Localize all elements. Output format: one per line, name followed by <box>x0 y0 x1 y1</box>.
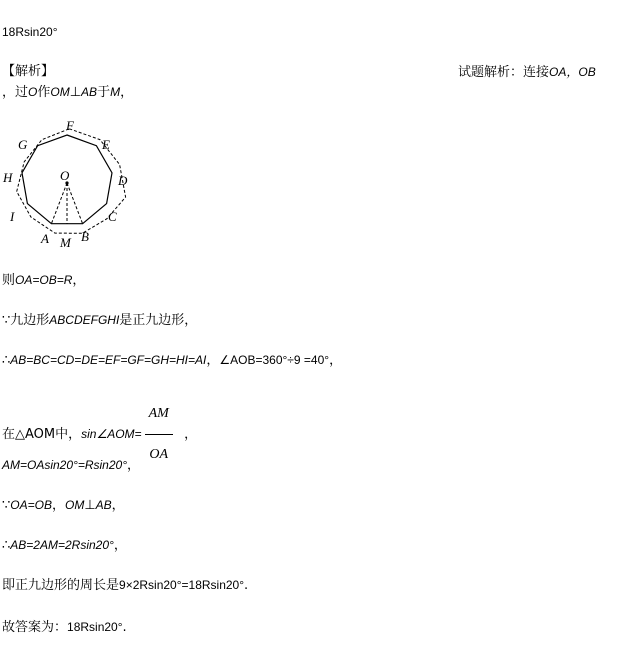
label-a: A <box>41 231 49 246</box>
label-o: O <box>60 168 70 183</box>
line-equal-sides: ∴AB=BC=CD=DE=EF=GF=GH=HI=AI，∠AOB=360°÷9 =40°， <box>2 353 343 368</box>
line-final-answer: 故答案为：18Rsin20°. <box>2 620 127 635</box>
line-because-perp: ∵OA=OB，OM⊥AB， <box>2 498 125 513</box>
nonagon-figure <box>0 117 140 252</box>
line-am: AM=OAsin20°=Rsin20°， <box>2 458 141 473</box>
construct-line: ，过O作OM⊥AB于M， <box>2 85 134 100</box>
segment-oa <box>51 183 67 224</box>
section-label: 【解析】 <box>2 64 55 79</box>
label-d: D <box>118 173 128 188</box>
label-b: B <box>81 229 89 244</box>
line-perimeter: 即正九边形的周长是9×2Rsin20°=18Rsin20°. <box>2 578 249 593</box>
label-i: I <box>10 209 15 224</box>
label-g: G <box>18 137 28 152</box>
line-sine: 在△AOM中，sin∠AOM= $\frac{AM}{OA}$ ， <box>2 396 197 473</box>
label-f: F <box>66 118 74 133</box>
label-e: E <box>102 137 110 152</box>
answer-top: 18Rsin20° <box>2 25 58 39</box>
label-m: M <box>60 235 71 250</box>
fraction-am-over-oa: $\frac{AM}{OA}$ <box>145 396 173 473</box>
label-c: C <box>108 209 117 224</box>
line-ab-value: ∴AB=2AM=2Rsin20°， <box>2 538 127 553</box>
line-oa-ob-r: 则OA=OB=R， <box>2 273 86 288</box>
analysis-header: 试题解析：连接OA，OB <box>458 65 596 80</box>
label-h: H <box>3 170 13 185</box>
line-regular-nonagon: ∵九边形ABCDEFGHI是正九边形， <box>2 313 198 328</box>
segment-ob <box>67 183 83 224</box>
